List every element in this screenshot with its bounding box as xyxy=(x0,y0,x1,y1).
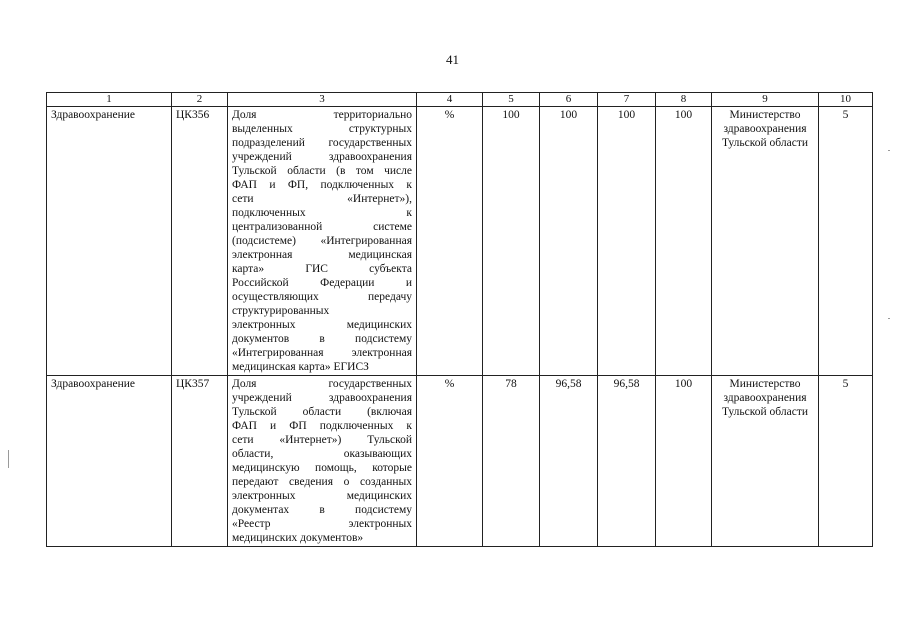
header-col-4: 4 xyxy=(417,93,483,107)
description-line: документов в подсистему xyxy=(232,333,412,345)
description-line: Доля территориально xyxy=(232,109,412,121)
description-line: сети «Интернет») Тульской xyxy=(232,434,412,446)
description-line: сети «Интернет»), xyxy=(232,193,412,205)
description-line: выделенных структурных xyxy=(232,123,412,135)
value-col-5: 78 xyxy=(483,376,540,547)
description-line: медицинскую помощь, которые xyxy=(232,462,412,474)
description-line: учреждений здравоохранения xyxy=(232,392,412,404)
value-col-6: 96,58 xyxy=(540,376,598,547)
description-line: (подсистеме) «Интегрированная xyxy=(232,235,412,247)
value-col-5: 100 xyxy=(483,107,540,376)
organization-cell xyxy=(712,107,819,376)
value-col-7: 100 xyxy=(598,107,656,376)
organization-cell xyxy=(712,376,819,547)
scan-artifact xyxy=(8,450,9,468)
description-line: централизованной системе xyxy=(232,221,412,233)
organization-line: Министерство xyxy=(729,109,801,121)
header-col-2: 2 xyxy=(172,93,228,107)
scan-artifact xyxy=(888,150,890,151)
description-line: медицинская карта» ЕГИСЗ xyxy=(232,361,369,373)
scan-artifact xyxy=(888,318,890,319)
description-line: документах в подсистему xyxy=(232,504,412,516)
description-line: подключенных к xyxy=(232,207,412,219)
header-col-3: 3 xyxy=(228,93,417,107)
code-cell: ЦК357 xyxy=(172,376,228,547)
header-row xyxy=(47,93,873,107)
page-number: 41 xyxy=(446,52,459,67)
sector-cell: Здравоохранение xyxy=(47,376,172,547)
value-col-10: 5 xyxy=(819,376,873,547)
description-line: передают сведения о созданных xyxy=(232,476,412,488)
description-line: подразделений государственных xyxy=(232,137,412,149)
value-col-8: 100 xyxy=(656,107,712,376)
sector-cell: Здравоохранение xyxy=(47,107,172,376)
header-col-5: 5 xyxy=(483,93,540,107)
header-col-1: 1 xyxy=(47,93,172,107)
description-line: Тульской области (в том числе xyxy=(232,165,412,177)
description-line: «Интегрированная электронная xyxy=(232,347,412,359)
table-header xyxy=(47,93,873,107)
description-line: карта» ГИС субъекта xyxy=(232,263,412,275)
table-row xyxy=(47,376,873,547)
description-line: Тульской области (включая xyxy=(232,406,412,418)
description-line: структурированных xyxy=(232,305,330,317)
code-cell: ЦК356 xyxy=(172,107,228,376)
organization-line: Министерство xyxy=(729,378,801,390)
value-col-10: 5 xyxy=(819,107,873,376)
header-col-6: 6 xyxy=(540,93,598,107)
unit-cell: % xyxy=(417,376,483,547)
description-line: учреждений здравоохранения xyxy=(232,151,412,163)
description-line: ФАП и ФП, подключенных к xyxy=(232,179,412,191)
organization-line: здравоохранения xyxy=(723,123,807,135)
value-col-7: 96,58 xyxy=(598,376,656,547)
organization-line: Тульской области xyxy=(721,406,808,418)
description-line: электронных медицинских xyxy=(232,319,412,331)
header-col-7: 7 xyxy=(598,93,656,107)
organization-line: здравоохранения xyxy=(723,392,807,404)
description-line: осуществляющих передачу xyxy=(232,291,412,303)
header-col-10: 10 xyxy=(819,93,873,107)
value-col-8: 100 xyxy=(656,376,712,547)
description-cell xyxy=(228,376,417,547)
description-line: Российской Федерации и xyxy=(232,277,412,289)
organization-line: Тульской области xyxy=(721,137,808,149)
table-row xyxy=(47,107,873,376)
description-line: «Реестр электронных xyxy=(232,518,412,530)
header-col-9: 9 xyxy=(712,93,819,107)
indicator-table xyxy=(46,92,873,547)
table-body xyxy=(47,107,873,547)
value-col-6: 100 xyxy=(540,107,598,376)
description-cell xyxy=(228,107,417,376)
description-line: электронная медицинская xyxy=(232,249,412,261)
description-line: медицинских документов» xyxy=(232,532,364,544)
description-line: области, оказывающих xyxy=(232,448,412,460)
description-line: ФАП и ФП подключенных к xyxy=(232,420,412,432)
unit-cell: % xyxy=(417,107,483,376)
header-col-8: 8 xyxy=(656,93,712,107)
description-line: Доля государственных xyxy=(232,378,412,390)
description-line: электронных медицинских xyxy=(232,490,412,502)
